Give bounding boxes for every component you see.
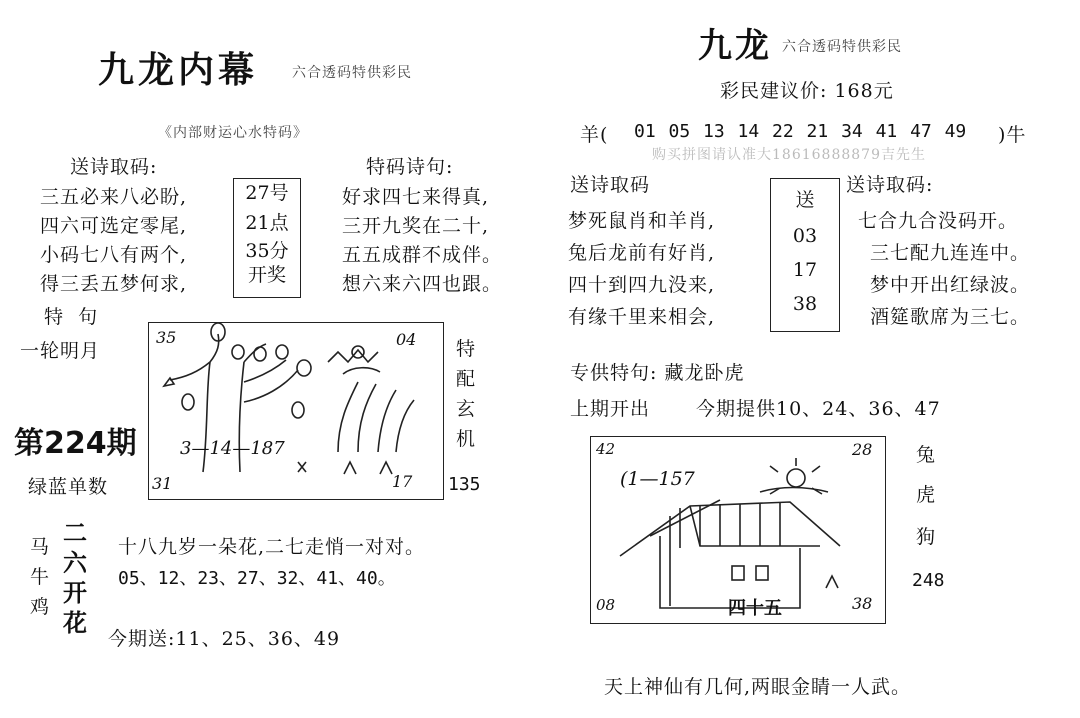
right-sketch-label-tl: 42 <box>596 440 616 458</box>
right-sketch-label-mid: (1—157 <box>620 468 695 490</box>
right-poem-right-3: 梦中开出红绿波。 <box>870 274 1031 296</box>
time-box-line-2: 21点 <box>245 212 289 234</box>
today-send: 今期送:11、25、36、49 <box>108 628 341 650</box>
zodiac-ox: 牛 <box>30 566 51 588</box>
vertical-char-1: 特 <box>456 338 477 360</box>
right-sketch-label-bottom: 四十五 <box>728 598 782 619</box>
vertical-char-3: 玄 <box>456 398 477 420</box>
left-subtitle: 六合透码特供彩民 <box>292 65 412 81</box>
time-box-line-4: 开奖 <box>247 264 286 286</box>
number-248: 248 <box>912 570 945 591</box>
sheep-label: 羊( <box>580 124 609 146</box>
left-sketch-label-mid: 3—14—187 <box>180 438 285 459</box>
right-poem-right-2: 三七配九连连中。 <box>870 242 1031 264</box>
number-135: 135 <box>448 474 481 495</box>
right-poem-line-1: 梦死鼠肖和羊肖, <box>568 210 716 232</box>
stamp-char-4: 花 <box>63 608 87 637</box>
zodiac-rabbit: 兔 <box>916 444 937 466</box>
left-time-box <box>233 178 301 298</box>
left-sketch-label-tr: 04 <box>396 330 417 349</box>
vertical-char-4: 机 <box>456 428 477 450</box>
right-price: 彩民建议价: 168元 <box>720 80 894 102</box>
left-poem-right-4: 想六来六四也跟。 <box>342 273 503 295</box>
right-faded-line: 购买拼图请认准大18616888879吉先生 <box>652 147 926 163</box>
right-poem-right-1: 七合九合没码开。 <box>858 210 1019 232</box>
left-special-poem-header: 特码诗句: <box>366 156 454 178</box>
send-box-line-2: 03 <box>792 225 818 247</box>
time-box-line-1: 27号 <box>245 182 289 204</box>
right-special-sentence: 专供特句: 藏龙卧虎 <box>570 362 745 384</box>
right-poem-line-2: 兔后龙前有好肖, <box>568 242 716 264</box>
stamp-char-2: 六 <box>63 548 87 577</box>
right-sketch-label-br: 38 <box>852 594 873 613</box>
zodiac-rooster: 鸡 <box>30 596 51 618</box>
right-sketch-label-bl: 08 <box>596 596 616 614</box>
time-box-line-3: 35分 <box>245 240 289 262</box>
last-issue-label: 上期开出 <box>570 398 651 420</box>
zodiac-tiger: 虎 <box>916 484 937 506</box>
left-bracket-title: 《内部财运心水特码》 <box>158 125 308 141</box>
right-poem-line-4: 有缘千里来相会, <box>568 306 716 328</box>
left-line-poem: 十八九岁一朵花,二七走悄一对对。 <box>118 536 426 558</box>
right-poem-right-4: 酒筵歌席为三七。 <box>870 306 1031 328</box>
right-subtitle: 六合透码特供彩民 <box>782 39 902 55</box>
left-poem-right-2: 三开九奖在二十, <box>342 215 490 237</box>
left-moon-label: 一轮明月 <box>20 340 101 362</box>
left-poem-line-3: 小码七八有两个, <box>40 244 188 266</box>
left-sketch-label-br: 17 <box>392 472 413 491</box>
stamp-char-3: 开 <box>63 578 87 607</box>
right-title: 九龙 <box>698 26 772 66</box>
today-provide: 今期提供10、24、36、47 <box>696 398 941 420</box>
sheep-numbers: 01 05 13 14 22 21 34 41 47 49 <box>634 121 967 142</box>
right-poem-header-right: 送诗取码: <box>846 174 934 196</box>
left-poem-send-header: 送诗取码: <box>70 156 158 178</box>
vertical-char-2: 配 <box>456 368 477 390</box>
left-title: 九龙内幕 <box>98 49 259 91</box>
right-poem-header-left: 送诗取码 <box>570 174 651 196</box>
ox-label: )牛 <box>998 124 1027 146</box>
left-poem-line-2: 四六可选定零尾, <box>40 215 188 237</box>
left-poem-line-1: 三五必来八必盼, <box>40 186 188 208</box>
green-blue-label: 绿蓝单数 <box>28 476 109 498</box>
zodiac-dog: 狗 <box>916 526 937 548</box>
right-send-box <box>770 178 840 332</box>
left-poem-line-4: 得三丢五梦何求, <box>40 273 188 295</box>
send-box-line-3: 17 <box>792 259 818 281</box>
left-special-sentence-label: 特 句 <box>44 306 99 328</box>
left-line-numbers: 05、12、23、27、32、41、40。 <box>118 568 396 589</box>
period-label: 第224期 <box>14 426 137 461</box>
zodiac-horse: 马 <box>30 536 51 558</box>
left-sketch-label-bl: 31 <box>152 474 173 493</box>
right-poem-line-3: 四十到四九没来, <box>568 274 716 296</box>
stamp-char-1: 二 <box>63 518 87 547</box>
right-sketch-label-tr: 28 <box>852 440 873 459</box>
left-poem-right-3: 五五成群不成伴。 <box>342 244 503 266</box>
stamp-two-six-bloom <box>58 518 92 638</box>
left-sketch-label-tl: 35 <box>156 328 177 347</box>
send-box-line-4: 38 <box>792 293 818 315</box>
left-poem-right-1: 好求四七来得真, <box>342 186 490 208</box>
send-box-line-1: 送 <box>795 189 815 211</box>
right-bottom-poem: 天上神仙有几何,两眼金睛一人武。 <box>604 676 912 698</box>
